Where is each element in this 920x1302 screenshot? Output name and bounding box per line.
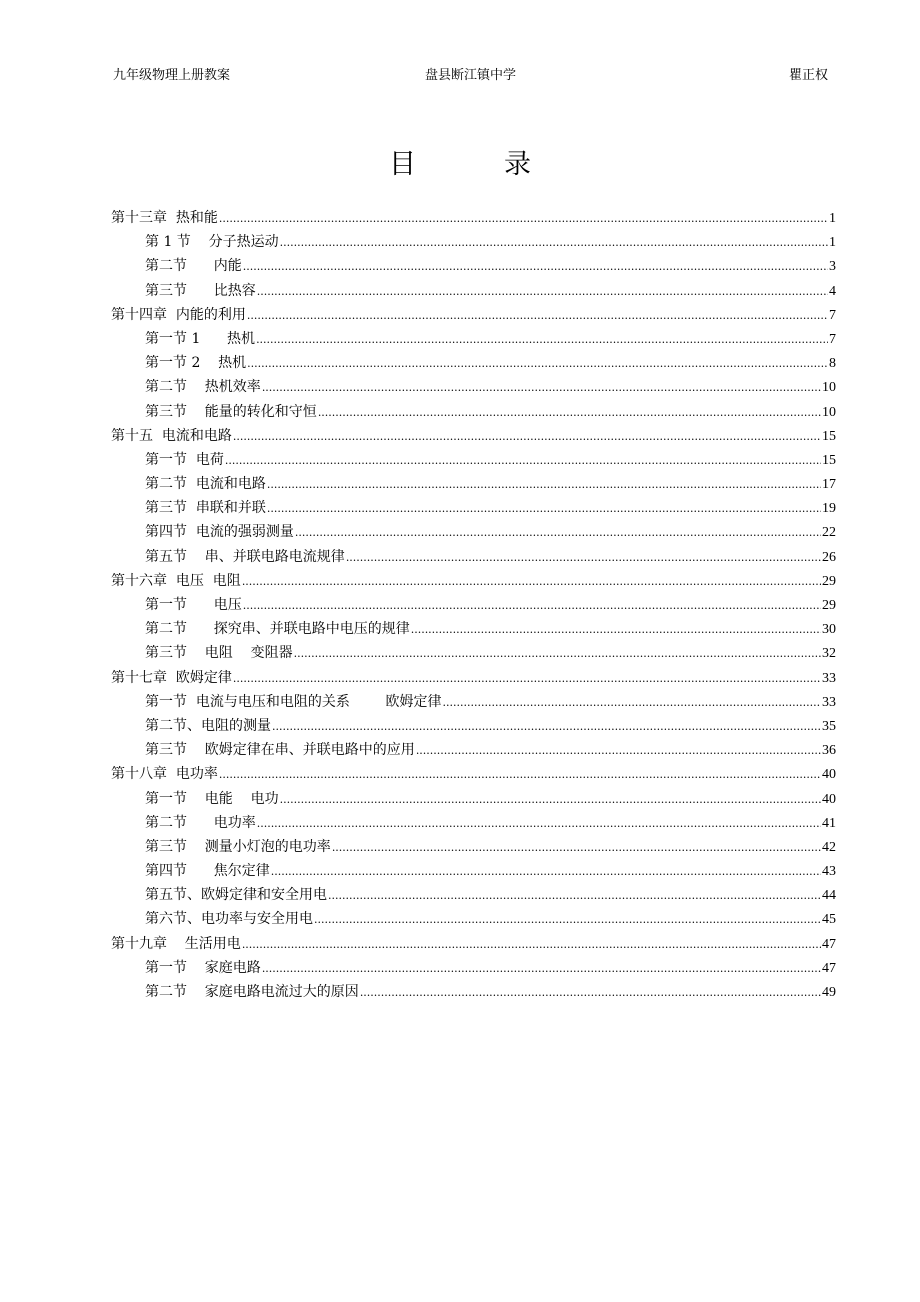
toc-section-entry[interactable] [111,449,836,473]
toc-section-entry[interactable] [111,546,836,570]
toc-entry-page-number: 29 [822,598,836,613]
toc-dot-leader [272,718,821,734]
toc-dot-leader [360,984,821,1000]
toc-entry-page-number: 7 [829,307,836,323]
toc-section-entry[interactable] [111,328,836,352]
toc-dot-leader [295,524,821,540]
page-title [0,142,920,181]
toc-entry-label: 第一节 电压 [145,597,242,613]
toc-dot-leader [267,476,821,492]
toc-entry-page-number: 15 [822,428,836,444]
toc-entry-label: 第五节、欧姆定律和安全用电 [145,887,327,904]
toc-section-entry[interactable] [111,401,836,425]
toc-dot-leader [443,694,821,710]
toc-dot-leader [257,283,828,299]
toc-section-entry[interactable] [111,255,836,279]
toc-entry-label: 第二节 内能 [145,258,242,275]
toc-entry-label: 第三节 电阻 变阻器 [145,645,293,662]
toc-entry-label: 第十三章 热和能 [111,210,218,226]
toc-entry-label: 第十四章 内能的利用 [111,306,246,323]
toc-section-entry[interactable] [111,352,836,376]
toc-section-entry[interactable] [111,376,836,400]
toc-dot-leader [318,404,821,420]
toc-entry-page-number: 47 [822,960,836,976]
toc-entry-page-number: 30 [822,622,836,638]
toc-dot-leader [262,379,821,395]
toc-entry-label: 第十六章 电压 电阻 [111,572,241,589]
toc-entry-page-number: 1 [829,235,836,251]
table-of-contents [111,207,836,1005]
toc-dot-leader [416,742,821,758]
toc-entry-page-number: 33 [822,694,836,710]
toc-entry-label: 第三节 测量小灯泡的电功率 [145,838,331,855]
toc-entry-label: 第三节 比热容 [145,282,256,299]
toc-dot-leader [294,645,821,661]
toc-dot-leader [332,839,821,855]
title-char-2: 录 [504,149,531,180]
toc-entry-label: 第二节、电阻的测量 [145,717,271,734]
toc-entry-page-number: 10 [822,380,836,396]
toc-chapter-entry[interactable] [111,763,836,787]
toc-entry-page-number: 36 [822,743,836,759]
toc-entry-label: 第二节 电流和电路 [145,476,266,493]
toc-entry-label: 第一节 电荷 [145,451,224,468]
toc-entry-page-number: 7 [829,331,836,347]
toc-chapter-entry[interactable] [111,667,836,691]
toc-entry-label: 第三节 欧姆定律在串、并联电路中的应用 [145,742,415,759]
toc-dot-leader [280,234,828,250]
toc-section-entry[interactable] [111,860,836,884]
toc-section-entry[interactable] [111,280,836,304]
toc-entry-page-number: 26 [822,549,836,565]
toc-dot-leader [280,791,821,807]
toc-dot-leader [233,670,821,686]
toc-section-entry[interactable] [111,957,836,981]
toc-entry-page-number: 41 [822,815,836,831]
header-course-title: 九年级物理上册教案 [113,68,231,83]
toc-dot-leader [262,960,821,976]
toc-chapter-entry[interactable] [111,933,836,957]
toc-section-entry[interactable] [111,691,836,715]
toc-section-entry[interactable] [111,812,836,836]
toc-entry-page-number: 4 [829,283,836,299]
toc-section-entry[interactable] [111,642,836,666]
toc-section-entry[interactable] [111,739,836,763]
toc-entry-label: 第一节 电流与电压和电阻的关系 欧姆定律 [145,693,442,710]
toc-entry-label: 第一节 家庭电路 [145,959,261,976]
toc-section-entry[interactable] [111,836,836,860]
toc-section-entry[interactable] [111,497,836,521]
toc-entry-page-number: 3 [829,259,836,275]
toc-entry-label: 第 1 节 分子热运动 [145,234,279,251]
toc-entry-label: 第二节 家庭电路电流过大的原因 [145,984,359,1000]
toc-chapter-entry[interactable] [111,207,836,231]
toc-section-entry[interactable] [111,884,836,908]
toc-entry-label: 第四节 电流的强弱测量 [145,524,294,541]
toc-dot-leader [247,355,828,371]
toc-dot-leader [247,307,828,323]
toc-entry-page-number: 45 [822,912,836,928]
toc-entry-label: 第二节 电功率 [145,814,256,831]
toc-entry-label: 第三节 能量的转化和守恒 [145,403,317,420]
toc-dot-leader [411,621,821,637]
toc-entry-label: 第一节 2 热机 [145,355,247,372]
toc-chapter-entry[interactable] [111,570,836,594]
toc-section-entry[interactable] [111,594,836,618]
toc-entry-page-number: 1 [829,211,836,226]
toc-entry-page-number: 19 [822,501,836,517]
toc-dot-leader [328,887,821,903]
toc-dot-leader [242,936,821,952]
toc-entry-page-number: 42 [822,839,836,855]
toc-section-entry[interactable] [111,521,836,545]
toc-entry-label: 第十九章 生活用电 [111,935,241,952]
toc-dot-leader [256,331,828,347]
toc-dot-leader [346,549,821,565]
toc-chapter-entry[interactable] [111,425,836,449]
toc-entry-page-number: 47 [822,936,836,952]
toc-section-entry[interactable] [111,908,836,932]
toc-entry-label: 第六节、电功率与安全用电 [145,911,313,928]
toc-entry-label: 第二节 探究串、并联电路中电压的规律 [145,621,410,638]
toc-section-entry[interactable] [111,715,836,739]
toc-dot-leader [242,573,821,589]
toc-section-entry[interactable] [111,788,836,812]
header-author: 瞿正权 [788,68,828,83]
toc-section-entry[interactable] [111,618,836,642]
toc-entry-page-number: 33 [822,670,836,686]
toc-dot-leader [219,210,828,226]
toc-dot-leader [267,500,821,516]
toc-entry-page-number: 40 [822,791,836,807]
toc-entry-page-number: 49 [822,985,836,1000]
toc-entry-page-number: 44 [822,888,836,904]
toc-entry-page-number: 10 [822,404,836,420]
toc-entry-label: 第十七章 欧姆定律 [111,669,232,686]
toc-section-entry[interactable] [111,473,836,497]
toc-entry-page-number: 22 [822,525,836,541]
toc-entry-page-number: 35 [822,718,836,734]
toc-dot-leader [257,815,821,831]
toc-dot-leader [219,766,821,782]
toc-entry-page-number: 29 [822,573,836,589]
toc-entry-page-number: 40 [822,767,836,783]
toc-dot-leader [243,258,828,274]
toc-entry-label: 第十八章 电功率 [111,766,218,783]
toc-entry-label: 第五节 串、并联电路电流规律 [145,548,345,565]
page-header [113,64,828,84]
toc-section-entry[interactable] [111,981,836,1005]
toc-entry-page-number: 43 [822,864,836,880]
header-school-name: 盘县断江镇中学 [425,68,517,83]
toc-dot-leader [243,597,821,613]
toc-entry-label: 第一节 电能 电功 [145,790,279,807]
toc-entry-page-number: 15 [822,452,836,468]
toc-dot-leader [314,911,821,927]
toc-entry-label: 第一节 1 热机 [145,330,256,347]
toc-entry-label: 第三节 串联和并联 [145,500,266,517]
toc-entry-page-number: 8 [829,356,836,372]
toc-entry-page-number: 32 [822,646,836,662]
toc-entry-label: 第十五 电流和电路 [111,427,232,444]
toc-entry-label: 第四节 焦尔定律 [145,863,270,880]
toc-entry-page-number: 17 [822,477,836,493]
toc-dot-leader [271,863,821,879]
title-char-1: 目 [389,149,416,180]
toc-entry-label: 第二节 热机效率 [145,379,261,396]
toc-dot-leader [225,452,821,468]
toc-section-entry[interactable] [111,231,836,255]
toc-chapter-entry[interactable] [111,304,836,328]
toc-dot-leader [233,428,821,444]
